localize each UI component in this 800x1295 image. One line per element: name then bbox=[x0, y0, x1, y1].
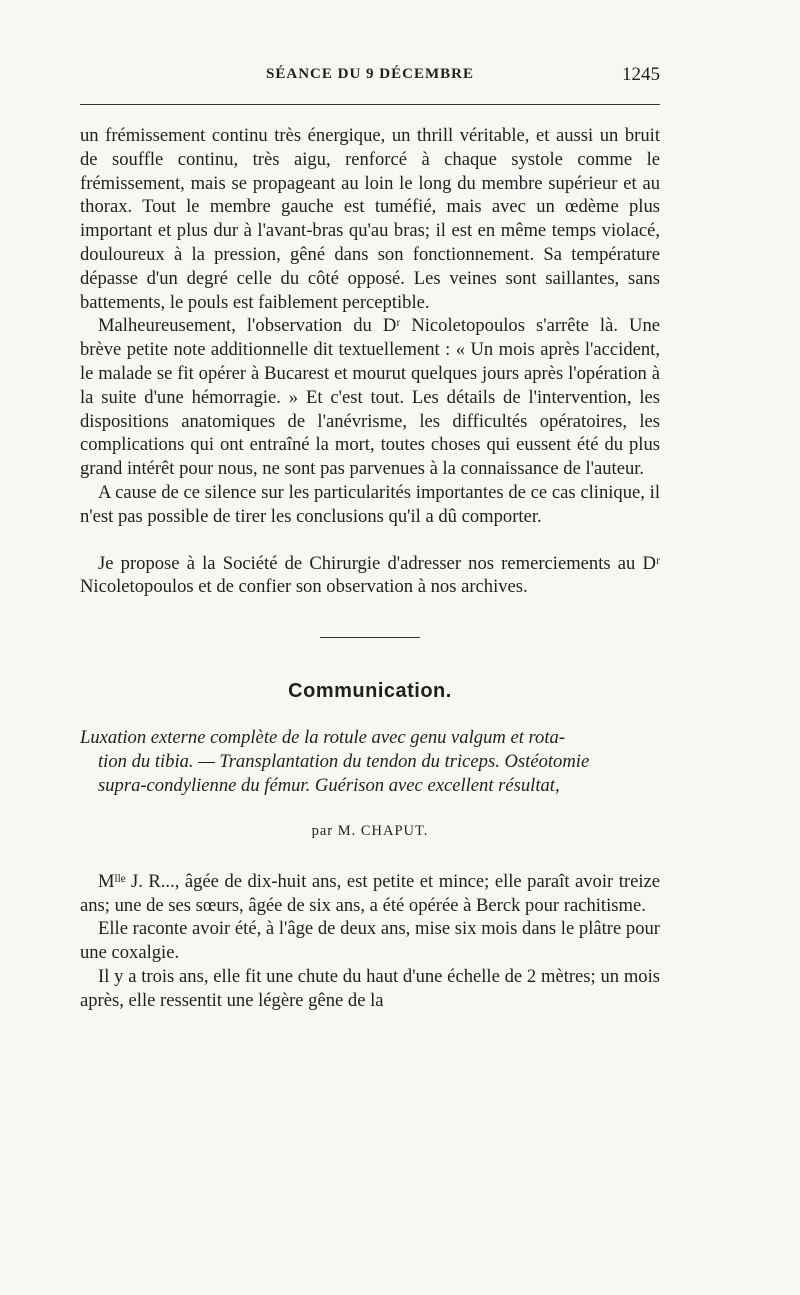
body-text bbox=[80, 124, 660, 1013]
author-line: par M. CHAPUT. bbox=[311, 822, 429, 839]
communication-title-line: tion du tibia. — Transplantation du tendon du triceps. Ostéotomie bbox=[98, 750, 590, 772]
paragraph: Il y a trois ans, elle fit une chute du haut d'une échelle de 2 mètres; un mois après, elle ressentit une légère gêne de la bbox=[80, 965, 660, 1011]
running-title: SÉANCE DU 9 DÉCEMBRE bbox=[266, 66, 474, 82]
header-rule bbox=[80, 104, 660, 105]
section-separator bbox=[320, 637, 420, 638]
communication-title-line: Luxation externe complète de la rotule avec genu valgum et rota- bbox=[80, 726, 566, 748]
page-header bbox=[80, 66, 660, 92]
paragraph: un frémissement continu très énergique, un thrill véritable, et aussi un bruit de souffle continu, très aigu, renforcé à chaque systole comme le frémissement, mais se propageant au loin le long du membre supérieur et au thorax. Tout le membre gauche est tuméfié, mais avec un œdème plus important et plus dur à l'avant-bras qu'au bras; il est en même temps violacé, douloureux à la pression, gêné dans son fonctionnement. Sa température dépasse d'un degré celle du côté opposé. Les veines sont saillantes, sans battements, le pouls est faiblement perceptible. bbox=[80, 125, 660, 313]
paragraph: Malheureusement, l'observation du Dʳ Nicoletopoulos s'arrête là. Une brève petite note additionnelle dit textuellement : « Un mois après l'accident, le malade se fit opérer à Bucarest et mourut quelques jours après l'opération à la suite d'une hémorragie. » Et c'est tout. Les détails de l'intervention, les dispositions anatomiques de l'anévrisme, les difficultés opératoires, les complications qui ont entraîné la mort, toutes choses qui eussent été du plus grand intérêt pour nous, ne sont pas parvenues à la connaissance de l'auteur. bbox=[80, 315, 660, 480]
page-number: 1245 bbox=[622, 64, 660, 85]
paragraph: A cause de ce silence sur les particularités importantes de ce cas clinique, il n'est pas possible de tirer les conclusions qu'il a dû comporter. bbox=[80, 481, 660, 527]
communication-title-line: supra-condylienne du fémur. Guérison avec excellent résultat, bbox=[98, 774, 560, 796]
paragraph: Elle raconte avoir été, à l'âge de deux ans, mise six mois dans le plâtre pour une coxalgie. bbox=[80, 918, 660, 964]
paragraph: Mˡˡᵉ J. R..., âgée de dix-huit ans, est petite et mince; elle paraît avoir treize ans; une de ses sœurs, âgée de six ans, a été opérée à Berck pour rachitisme. bbox=[80, 870, 660, 916]
paragraph: Je propose à la Société de Chirurgie d'adresser nos remerciements au Dʳ Nicoletopoulos et de confier son observation à nos archives. bbox=[80, 552, 660, 598]
section-heading: Communication. bbox=[288, 680, 452, 703]
communication-title bbox=[80, 726, 660, 798]
